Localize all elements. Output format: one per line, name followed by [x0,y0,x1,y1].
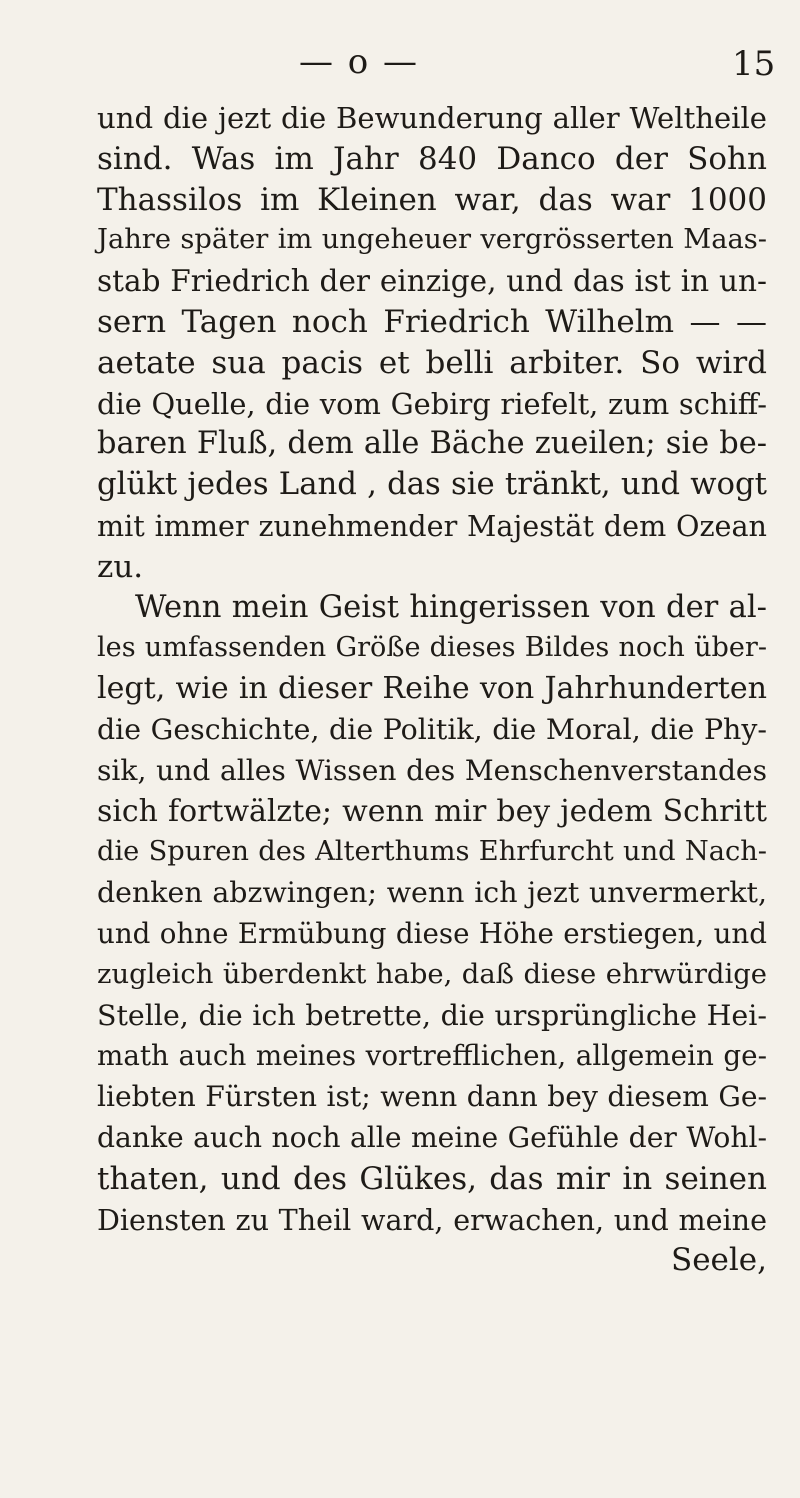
text-line: aetate sua pacis et belli arbiter. So wird [97,344,767,381]
text-line: liebten Fürsten ist; wenn dann bey diesem Ge- [97,1080,767,1114]
text-line: danke auch noch alle meine Gefühle der Wohl- [97,1120,767,1154]
text-line: Diensten zu Theil ward, erwachen, und meine [97,1202,767,1237]
text-line: les umfassenden Größe dieses Bildes noch über- [97,632,767,664]
text-line: die Geschichte, die Politik, die Moral, die Phy- [97,712,767,746]
body-text [97,98,767,1281]
text-line: sik, und alles Wissen des Menschenverstandes [97,753,767,787]
text-line: thaten, und des Glükes, das mir in seinen [97,1160,767,1197]
text-line: zugleich überdenkt habe, daß diese ehrwürdige [97,958,767,990]
page-header [0,42,800,92]
text-line: sich fortwälzte; wenn mir bey jedem Schritt [97,793,767,829]
text-line: sind. Was im Jahr 840 Danco der Sohn [97,140,767,177]
text-line: zu. [97,548,144,585]
text-line: stab Friedrich der einzige, und das ist in un- [97,264,767,299]
text-line: Wenn mein Geist hingerissen von der al- [135,589,767,625]
text-line: math auch meines vortrefflichen, allgemein ge- [97,1039,767,1073]
catchword: Seele, [670,1242,767,1279]
header-ornament: — o — [298,42,420,82]
text-line: legt, wie in dieser Reihe von Jahrhunderten [97,671,767,707]
text-line: Jahre später im ungeheuer vergrösserten Maas- [97,224,767,256]
text-line: und ohne Ermübung diese Höhe erstiegen, und [97,916,767,950]
text-line: baren Fluß, dem alle Bäche zueilen; sie be- [97,426,767,462]
text-line: und die jezt die Bewunderung aller Weltheile [97,101,767,135]
text-line: denken abzwingen; wenn ich jezt unvermerkt, [97,876,767,910]
text-line: sern Tagen noch Friedrich Wilhelm — — [97,303,767,340]
page-number: 15 [732,44,776,84]
text-line: die Spuren des Alterthums Ehrfurcht und Nach- [97,836,767,868]
text-line: Thassilos im Kleinen war, das war 1000 [97,181,767,218]
text-line: die Quelle, die vom Gebirg riefelt, zum schiff- [97,386,767,421]
text-line: glükt jedes Land , das sie tränkt, und wogt [97,467,767,503]
text-line: mit immer zunehmender Majestät dem Ozean [97,508,767,543]
text-line: Stelle, die ich betrette, die ursprüngliche Hei- [97,998,767,1032]
